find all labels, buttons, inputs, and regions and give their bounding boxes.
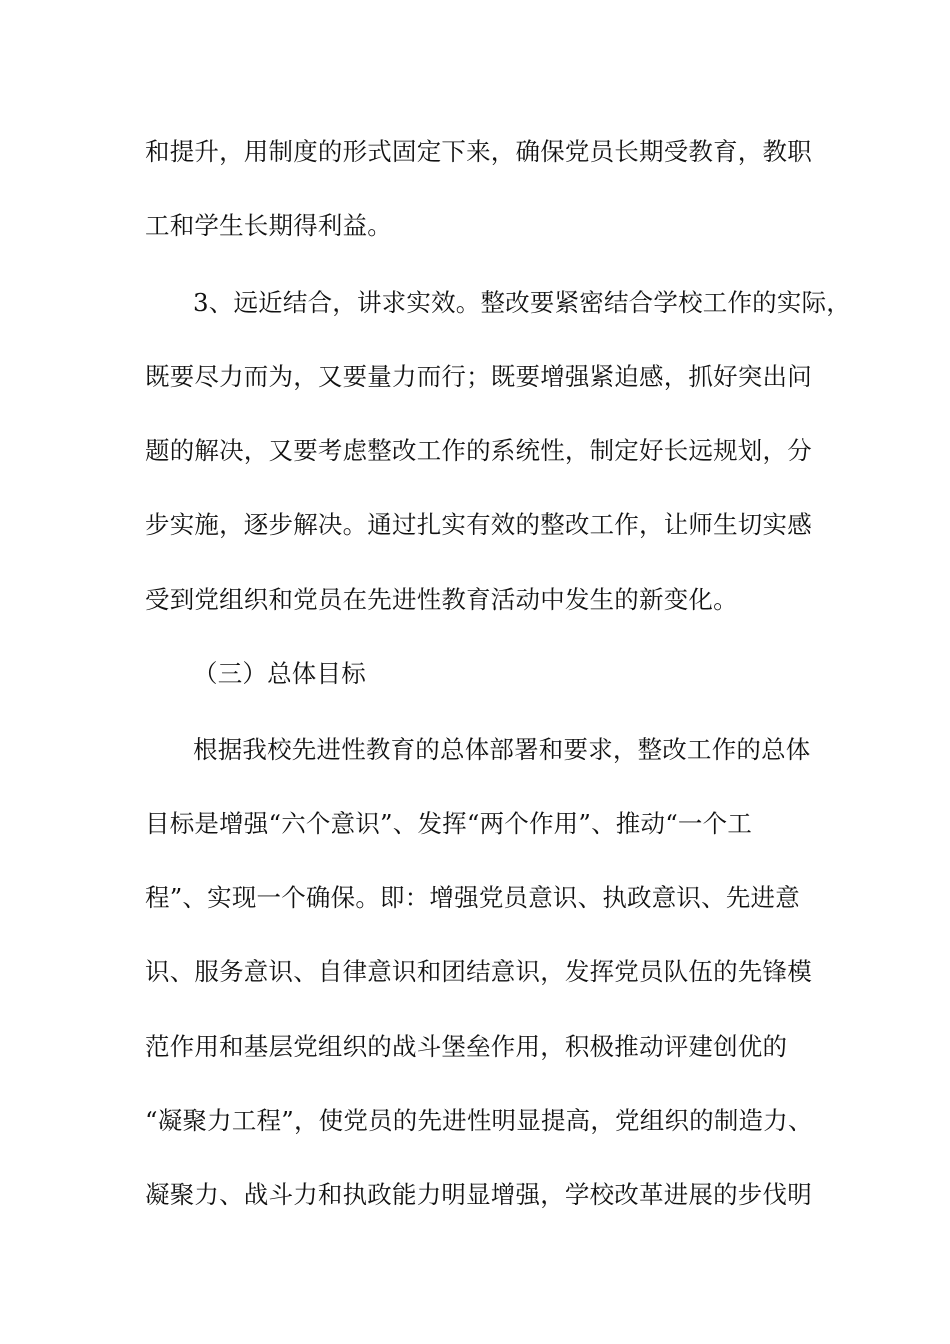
paragraph-line: 识、服务意识、自律意识和团结意识，发挥党员队伍的先锋模 xyxy=(145,957,812,986)
paragraph-line: 目标是增强“六个意识”、发挥“两个作用”、推动“一个工 xyxy=(145,809,753,838)
paragraph-line: 题的解决，又要考虑整改工作的系统性，制定好长远规划，分 xyxy=(145,436,812,465)
paragraph-line: “凝聚力工程”，使党员的先进性明显提高，党组织的制造力、 xyxy=(145,1106,813,1135)
paragraph-line: 步实施，逐步解决。通过扎实有效的整改工作，让师生切实感 xyxy=(145,510,812,539)
paragraph-line: 工和学生长期得利益。 xyxy=(145,211,392,240)
paragraph-line: 3、远近结合，讲求实效。整改要紧密结合学校工作的实际， xyxy=(193,288,851,317)
section-heading: （三）总体目标 xyxy=(193,659,366,688)
paragraph-line: 程”、实现一个确保。即：增强党员意识、执政意识、先进意 xyxy=(145,883,800,912)
paragraph-line: 受到党组织和党员在先进性教育活动中发生的新变化。 xyxy=(145,585,738,614)
paragraph-line: 和提升，用制度的形式固定下来，确保党员长期受教育，教职 xyxy=(145,137,812,166)
paragraph-line: 范作用和基层党组织的战斗堡垒作用，积极推动评建创优的 xyxy=(145,1032,788,1061)
paragraph-line: 凝聚力、战斗力和执政能力明显增强，学校改革进展的步伐明 xyxy=(145,1180,812,1209)
paragraph-line: 根据我校先进性教育的总体部署和要求，整改工作的总体 xyxy=(193,735,811,764)
paragraph-line: 既要尽力而为，又要量力而行；既要增强紧迫感，抓好突出问 xyxy=(145,362,812,391)
